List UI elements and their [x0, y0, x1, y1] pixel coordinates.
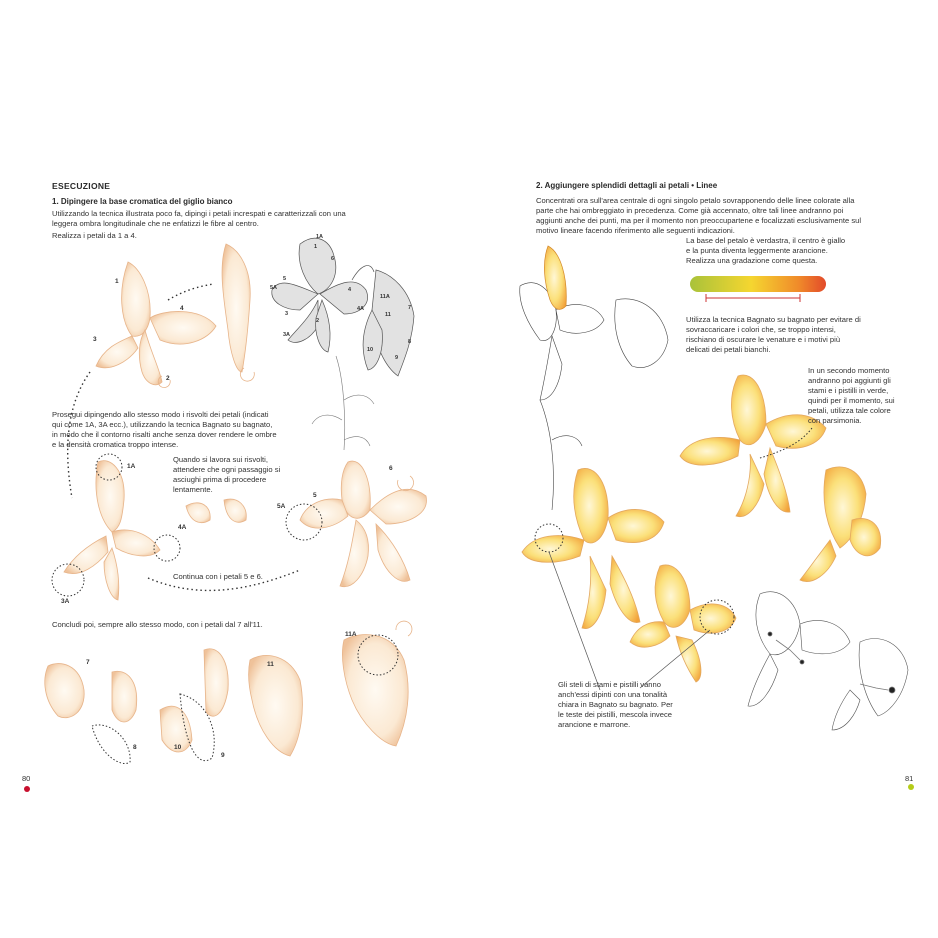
- numbered-lily-diagram: [272, 238, 414, 376]
- line-lily-stamens: [748, 592, 908, 730]
- outline-8: [92, 725, 130, 764]
- lily-petals-7-11-illustration: [45, 621, 412, 756]
- diagram-label-7: 7: [408, 305, 412, 311]
- label-1: 1: [115, 278, 119, 285]
- label-10: 10: [174, 744, 182, 751]
- label-5a: 5A: [277, 503, 286, 510]
- diagram-stem: [312, 356, 374, 450]
- label-11a: 11A: [345, 631, 357, 638]
- painted-lily-small-right: [800, 467, 881, 582]
- secondo-text: In un secondo momento andranno poi aggiunti gli stami e i pistilli in verde, quindi per il momento, sui petali, utilizza tale colore con parsimonia.: [808, 366, 895, 425]
- step1-text2: Realizza i petali da 1 a 4.: [52, 231, 137, 240]
- diagram-label-10: 10: [367, 347, 374, 353]
- label-2: 2: [166, 375, 170, 382]
- step1-title: 1. Dipingere la base cromatica del giglio bianco: [52, 197, 233, 206]
- label-8: 8: [133, 744, 137, 751]
- page-dot-left: [24, 786, 30, 792]
- page-dot-right: [908, 784, 914, 790]
- label-11: 11: [267, 661, 274, 668]
- diagram-label-5: 5: [283, 276, 287, 282]
- diagram-label-4: 4: [348, 287, 352, 293]
- diagram-label-5a: 5A: [270, 285, 278, 291]
- diagram-label-8: 8: [408, 339, 412, 345]
- lily-petal-4-illustration: [222, 244, 254, 381]
- diagram-label-3: 3: [285, 311, 289, 317]
- painted-lily-large-left: [522, 468, 664, 628]
- label-4: 4: [180, 305, 184, 312]
- note-5-6: Continua con i petali 5 e 6.: [173, 572, 263, 581]
- bagnato-text: Utilizza la tecnica Bagnato su bagnato per evitare di sovraccaricare i colori che, se troppo intensi, rischiano di oscurare le venature e i motivi più delicati dei petali bianchi.: [686, 315, 861, 354]
- gradient-strip: [690, 276, 826, 292]
- painted-lily-large-right: [680, 375, 826, 517]
- dotted-arrow-1: [168, 284, 214, 300]
- gradient-range-marker: [706, 294, 800, 302]
- diagram-label-11: 11: [385, 312, 391, 318]
- section-title: ESECUZIONE: [52, 181, 111, 191]
- page-number-right: 81: [905, 774, 914, 783]
- label-1a: 1A: [127, 463, 136, 470]
- label-6: 6: [389, 465, 393, 472]
- diagram-label-2: 2: [316, 318, 320, 324]
- diagram-label-1a: 1A: [316, 234, 324, 240]
- diagram-label-6: 6: [331, 256, 335, 262]
- label-3a: 3A: [61, 598, 70, 605]
- diagram-label-9: 9: [395, 355, 399, 361]
- lily-petals-5-6-illustration: [300, 461, 426, 587]
- para-risvolti: Prosegui dipingendo allo stesso modo i risvolti dei petali (indicati qui come 1A, 3A ecc.), utilizzando la tecnica Bagnato su bagnato, in modo che il contorno risalti anche senza dover rendere le ombre e la densità cromatica troppo intense.: [52, 410, 277, 449]
- page-number-left: 80: [22, 774, 31, 783]
- step2-title: 2. Aggiungere splendidi dettagli ai petali • Linee: [536, 181, 718, 190]
- painted-lily-center: [630, 565, 736, 682]
- step1-text: Utilizzando la tecnica illustrata poco fa, dipingi i petali increspati e caratterizzali con una leggera ombra longitudinale che ne enfatizzi le fibre al centro.: [52, 209, 346, 228]
- step2-text: Concentrati ora sull'area centrale di ogni singolo petalo sovrapponendo delle linee colorate alla parte che hai ombreggiato in precedenza. Come già accennato, oltre tali linee andranno poi aggiunti anche dei punti, ma per il momento non preoccupartene e focalizzati esclusivamente sul motivo lineare facendo riferimento alle seguenti indicazioni.: [536, 196, 862, 235]
- gradient-text: La base del petalo è verdastra, il centro è giallo e la punta diventa leggermente arancione. Realizza una gradazione come questa.: [686, 236, 846, 265]
- label-7: 7: [86, 659, 90, 666]
- label-5: 5: [313, 492, 317, 499]
- label-3: 3: [93, 336, 97, 343]
- diagram-label-4a: 4A: [357, 306, 365, 312]
- diagram-label-3a: 3A: [283, 332, 291, 338]
- steli-text: Gli steli di stami e pistilli vanno anch'essi dipinti con una tonalità chiara in Bagnato su bagnato. Per le teste dei pistilli, mescola invece arancione e marrone.: [558, 680, 673, 729]
- diagram-label-1: 1: [314, 244, 318, 250]
- diagram-label-11a: 11A: [380, 294, 390, 300]
- lily-petals-1-4-illustration: [96, 262, 216, 388]
- label-9: 9: [221, 752, 225, 759]
- note-risvolti: Quando si lavora sui risvolti, attendere che ogni passaggio si asciughi prima di procedere lentamente.: [173, 455, 281, 494]
- para-7-11: Concludi poi, sempre allo stesso modo, con i petali dal 7 all'11.: [52, 620, 263, 629]
- label-4a: 4A: [178, 524, 187, 531]
